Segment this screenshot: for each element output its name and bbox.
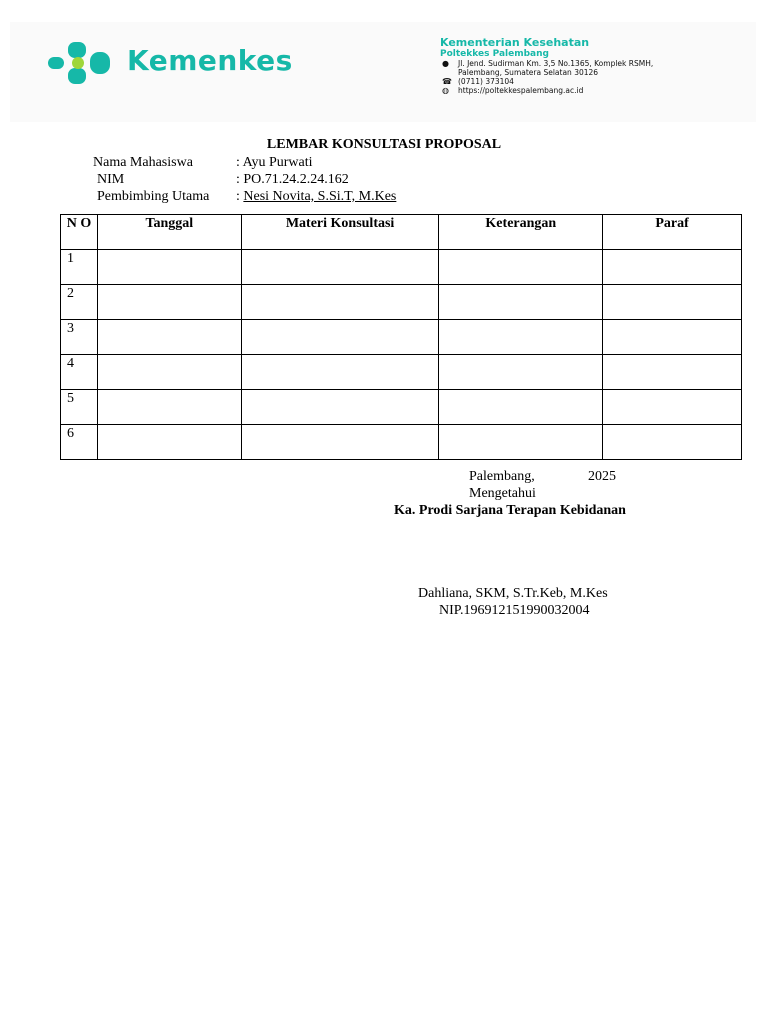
consultation-table bbox=[60, 214, 742, 460]
material-cell bbox=[241, 425, 439, 460]
address-text: Jl. Jend. Sudirman Km. 3,5 No.1365, Komplek RSMH, bbox=[458, 59, 654, 68]
header-notes: Keterangan bbox=[439, 215, 603, 250]
notes-cell bbox=[439, 250, 603, 285]
date-cell bbox=[97, 250, 241, 285]
table-row bbox=[61, 250, 742, 285]
institution-info bbox=[440, 37, 750, 95]
row-number: 6 bbox=[61, 425, 98, 460]
signature-cell bbox=[603, 390, 742, 425]
notes-cell bbox=[439, 320, 603, 355]
row-number: 4 bbox=[61, 355, 98, 390]
date-cell bbox=[97, 285, 241, 320]
name-value: : Ayu Purwati bbox=[236, 155, 313, 170]
org-subtitle: Poltekkes Palembang bbox=[440, 49, 549, 59]
row-number: 1 bbox=[61, 250, 98, 285]
signature-cell bbox=[603, 355, 742, 390]
advisor-value bbox=[236, 188, 396, 205]
table-row bbox=[61, 425, 742, 460]
date-cell bbox=[97, 320, 241, 355]
material-cell bbox=[241, 250, 439, 285]
logo-text: Kemenkes bbox=[127, 44, 293, 77]
globe-icon: ◍ bbox=[442, 86, 449, 95]
notes-cell bbox=[439, 355, 603, 390]
signatory-name: Dahliana, SKM, S.Tr.Keb, M.Kes bbox=[418, 586, 608, 601]
phone-text: (0711) 373104 bbox=[458, 77, 514, 86]
phone-icon: ☎ bbox=[442, 77, 452, 86]
phone-line bbox=[440, 77, 750, 86]
table-row bbox=[61, 355, 742, 390]
date-cell bbox=[97, 355, 241, 390]
signature-year: 2025 bbox=[588, 469, 616, 484]
notes-cell bbox=[439, 390, 603, 425]
org-title: Kementerian Kesehatan bbox=[440, 36, 590, 49]
header-material: Materi Konsultasi bbox=[241, 215, 439, 250]
notes-cell bbox=[439, 285, 603, 320]
notes-cell bbox=[439, 425, 603, 460]
address-line bbox=[440, 59, 750, 68]
address-text-2: Palembang, Sumatera Selatan 30126 bbox=[458, 68, 599, 77]
signature-cell bbox=[603, 425, 742, 460]
row-number: 5 bbox=[61, 390, 98, 425]
address-line-2 bbox=[440, 68, 750, 77]
nim-value: : PO.71.24.2.24.162 bbox=[236, 172, 349, 187]
material-cell bbox=[241, 285, 439, 320]
date-cell bbox=[97, 390, 241, 425]
signature-cell bbox=[603, 285, 742, 320]
signature-cell bbox=[603, 320, 742, 355]
material-cell bbox=[241, 390, 439, 425]
signature-place: Palembang, bbox=[469, 469, 535, 484]
kemenkes-logo-icon bbox=[48, 42, 110, 84]
nim-label: NIM bbox=[97, 172, 125, 187]
header-date: Tanggal bbox=[97, 215, 241, 250]
date-cell bbox=[97, 425, 241, 460]
row-number: 2 bbox=[61, 285, 98, 320]
table-header-row bbox=[61, 215, 742, 250]
advisor-label: Pembimbing Utama bbox=[97, 189, 210, 204]
website-text: https://poltekkespalembang.ac.id bbox=[458, 86, 584, 95]
row-number: 3 bbox=[61, 320, 98, 355]
website-line bbox=[440, 86, 750, 95]
table-row bbox=[61, 390, 742, 425]
table-row bbox=[61, 320, 742, 355]
material-cell bbox=[241, 320, 439, 355]
location-icon: ● bbox=[442, 59, 449, 68]
header-no: N O bbox=[61, 215, 98, 250]
signatory-nip: NIP.196912151990032004 bbox=[439, 603, 590, 618]
document-title: LEMBAR KONSULTASI PROPOSAL bbox=[266, 137, 502, 152]
letterhead bbox=[10, 22, 756, 122]
name-label: Nama Mahasiswa bbox=[93, 155, 193, 170]
signature-cell bbox=[603, 250, 742, 285]
header-signature: Paraf bbox=[603, 215, 742, 250]
table-row bbox=[61, 285, 742, 320]
acknowledged-label: Mengetahui bbox=[469, 486, 536, 501]
material-cell bbox=[241, 355, 439, 390]
advisor-colon: : bbox=[236, 189, 244, 204]
signatory-position: Ka. Prodi Sarjana Terapan Kebidanan bbox=[394, 503, 626, 518]
advisor-name: Nesi Novita, S.Si.T, M.Kes bbox=[243, 189, 397, 204]
